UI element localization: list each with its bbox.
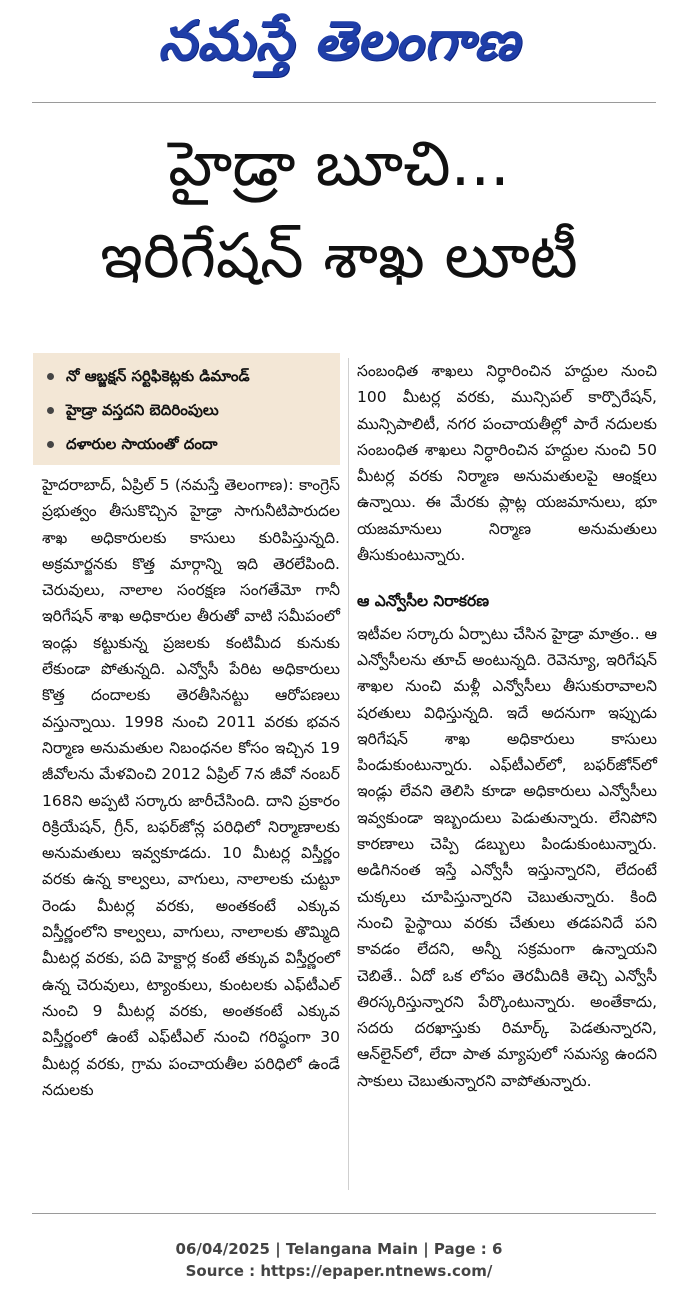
footer-date-page: 06/04/2025 | Telangana Main | Page : 6: [175, 1240, 503, 1258]
article-paragraph: హైదరాబాద్, ఏప్రిల్ 5 (నమస్తే తెలంగాణ): కాంగ్రెస్ ప్రభుత్వం తీసుకొచ్చిన హైడ్రా సాగునీటిపారుదల శాఖ అధికారులకు కాసులు కురిపిస్తున్నది. అక్రమార్జనకు కొత్త మార్గాన్ని ఇది తెరలేపింది. చెరువులు, నాలాల సంరక్షణ సంగతేమో గానీ ఇరిగేషన్ శాఖ అధికారుల తీరుతో వాటి సమీపంలో ఇండ్లు కట్టుకున్న ప్రజలకు కంటిమీద కునుకు లేకుండా పోతున్నది. ఎన్వోసీ పేరిట అధికారులు కొత్త దందాలకు తెరతీసినట్టు ఆరోపణలు వస్తున్నాయి. 1998 నుంచి 2011 వరకు భవన నిర్మాణ అనుమతుల నిబంధనల కోసం ఇచ్చిన 19 జీవోలను మేళవించి 2012 ఏప్రిల్ 7న జీవో నంబర్ 168ని అప్పటి సర్కారు జారీచేసింది. దాని ప్రకారం రిక్రియేషన్, గ్రీన్, బఫర్‌జోన్ల పరిధిలో నిర్మాణాలకు అనుమతులు ఇవ్వకూడదు. 10 మీటర్ల విస్తీర్ణం వరకు ఉన్న కాల్వలు, వాగులు, నాలాలకు చుట్టూ రెండు మీటర్ల వరకు, అంతకంటే ఎక్కువ విస్తీర్ణంలోని కాల్వలు, వాగులు, నాలాలకు తొమ్మిది మీటర్ల వరకు, పది హెక్టార్ల కంటే తక్కువ విస్తీర్ణంలో ఉన్న చెరువులు, ట్యాంకులు, కుంటలకు ఎఫ్‌టీఎల్ నుంచి 9 మీటర్ల వరకు, అంతకంటే ఎక్కువ విస్తీర్ణంలో ఉంటే ఎఫ్‌టీఎల్ నుంచి గరిష్ఠంగా 30 మీటర్ల వరకు, గ్రామ పంచాయతీల పరిధిలో ఉండే నదులకు: [42, 476, 340, 1099]
highlight-text: దళారుల సాయంతో దందా: [66, 435, 218, 453]
highlight-item: [47, 427, 340, 461]
article-column-left: [42, 472, 340, 1103]
subheading: ఆ ఎన్వోసీల నిరాకరణ: [357, 592, 490, 611]
top-divider: [32, 102, 656, 103]
bullet-icon: [47, 441, 54, 448]
highlight-text: హైడ్రా వస్తదని బెదిరింపులు: [66, 401, 219, 419]
footer-source: Source : https://epaper.ntnews.com/: [185, 1262, 493, 1280]
article-column-right: [357, 358, 657, 1094]
masthead: [0, 0, 678, 88]
highlight-item: [47, 393, 340, 427]
highlights-list: [33, 353, 340, 461]
headline: [0, 118, 678, 302]
highlight-text: నో ఆబ్జక్షన్ సర్టిఫికెట్లకు డిమాండ్: [66, 367, 250, 385]
highlight-item: [47, 359, 340, 393]
bullet-icon: [47, 407, 54, 414]
footer: [0, 1238, 678, 1282]
headline-line-1: హైడ్రా బూచి...: [168, 127, 510, 200]
masthead-logo: నమస్తే తెలంగాణ: [158, 9, 520, 72]
bottom-divider: [32, 1213, 656, 1214]
headline-line-2: ఇరిగేషన్ శాఖ లూటీ: [100, 219, 578, 292]
column-divider: [348, 358, 349, 1190]
article-paragraph: సంబంధిత శాఖలు నిర్ధారించిన హద్దుల నుంచి 100 మీటర్ల వరకు, మున్సిపల్ కార్పొరేషన్, మున్సిపాలిటీ, నగర పంచాయతీల్లో పారే నదులకు సంబంధిత శాఖలు నిర్ధారించిన హద్దుల నుంచి 50 మీటర్ల వరకు నిర్మాణ అనుమతులపై ఆంక్షలు ఉన్నాయి. ఈ మేరకు ప్లాట్ల యజమానులు, భూ యజమానులు నిర్మాణ అనుమతులు తీసుకుంటున్నారు.: [357, 362, 657, 565]
bullet-icon: [47, 373, 54, 380]
article-paragraph: ఇటీవల సర్కారు ఏర్పాటు చేసిన హైడ్రా మాత్రం.. ఆ ఎన్వోసీలను తూచ్ అంటున్నది. రెవెన్యూ, ఇరిగేషన్ శాఖల నుంచి మళ్లీ ఎన్వోసీలు తీసుకురావాలని షరతులు విధిస్తున్నది. ఇదే అదనుగా ఇప్పుడు ఇరిగేషన్ శాఖ అధికారులు కాసులు పిండుకుంటున్నారు. ఎఫ్‌టీఎల్‌లో, బఫర్‌జోన్‌లో ఇండ్లు లేవని తెలిసి కూడా అధికారులు ఎన్వోసీలు ఇవ్వకుండా ఇబ్బందులు పెడుతున్నారు. లేనిపోని కారణాలు చెప్పి డబ్బులు పిండుకుంటున్నారు. అడిగినంత ఇస్తే ఎన్వోసీ ఇస్తున్నారని, లేదంటే చుక్కలు చూపిస్తున్నారని చెబుతున్నారు. కింది నుంచి పైస్థాయి వరకు చేతులు తడపనిదే పని కావడం లేదని, అన్నీ సక్రమంగా ఉన్నాయని చెబితే.. ఏదో ఒక లోపం తెరమీదికి తెచ్చి ఎన్వోసీ తిరస్కరిస్తున్నారని పేర్కొంటున్నారు. అంతేకాదు, సదరు దరఖాస్తుకు రిమార్క్ పెడతున్నారని, ఆన్‌లైన్‌లో, లేదా పాత మ్యాపులో సమస్య ఉందని సాకులు చెబుతున్నారని వాపోతున్నారు.: [357, 624, 657, 1090]
highlights-box: [33, 353, 340, 465]
